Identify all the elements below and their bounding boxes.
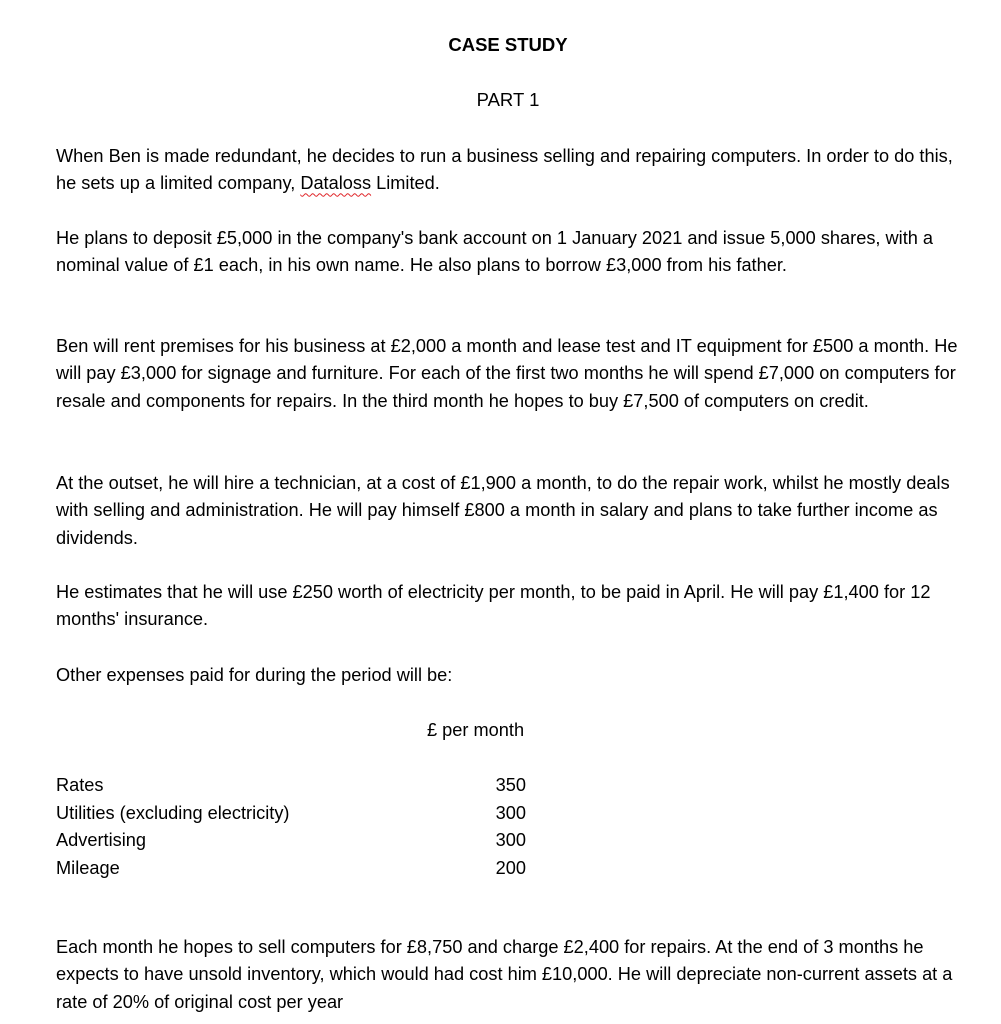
paragraph-financing: He plans to deposit £5,000 in the company's bank account on 1 January 2021 and issue 5,000 shares, with a nominal value of £1 each, in his own name. He also plans to borrow £3,000 from his father. [56,228,934,276]
expense-amount: 200 [495,857,526,878]
expenses-table [56,772,536,882]
expense-amount: 300 [495,802,526,823]
paragraph-other-expenses-intro: Other expenses paid for during the period will be: [56,665,453,685]
paragraph-intro [56,143,966,198]
expense-amount: 300 [495,830,526,851]
expense-row [56,855,536,883]
expense-label: Advertising [56,830,146,851]
expense-amount: 350 [495,775,526,795]
expense-row [56,800,536,828]
intro-text-end: Limited. [371,173,440,194]
paragraph-premises-purchases: Ben will rent premises for his business at £2,000 a month and lease test and IT equipment for £500 a month. He will pay £3,000 for signage and furniture. For each of the first two months he will spend £7,000 on computers for resale and components for repairs. In the third month he hopes to buy £7,500 of computers on credit. [56,336,958,411]
expense-label: Mileage [56,857,120,878]
document-title: CASE STUDY [448,34,568,55]
paragraph-staffing: At the outset, he will hire a technician, at a cost of £1,900 a month, to do the repair work, whilst he mostly deals with selling and administration. He will pay himself £800 a month in salary and plans to take further income as dividends. [56,473,950,548]
paragraph-electricity-insurance: He estimates that he will use £250 worth of electricity per month, to be paid in April. He will pay £1,400 for 12 months' insurance. [56,582,931,630]
expenses-column-header: £ per month [427,720,525,740]
expense-row [56,772,536,800]
intro-text: When Ben is made redundant, he decides to run a business selling and repairing computers. In order to do this, he sets up a limited company, [56,146,953,194]
expense-row [56,827,536,855]
company-name-misspelled: Dataloss [300,173,372,194]
document-subtitle: PART 1 [476,89,540,110]
expense-label: Utilities (excluding electricity) [56,802,290,823]
paragraph-sales-inventory-depreciation: Each month he hopes to sell computers for £8,750 and charge £2,400 for repairs. At the end of 3 months he expects to have unsold inventory, which would had cost him £10,000. He will depreciate non-current assets at a rate of 20% of original cost per year [56,937,953,1012]
expense-label: Rates [56,775,104,795]
